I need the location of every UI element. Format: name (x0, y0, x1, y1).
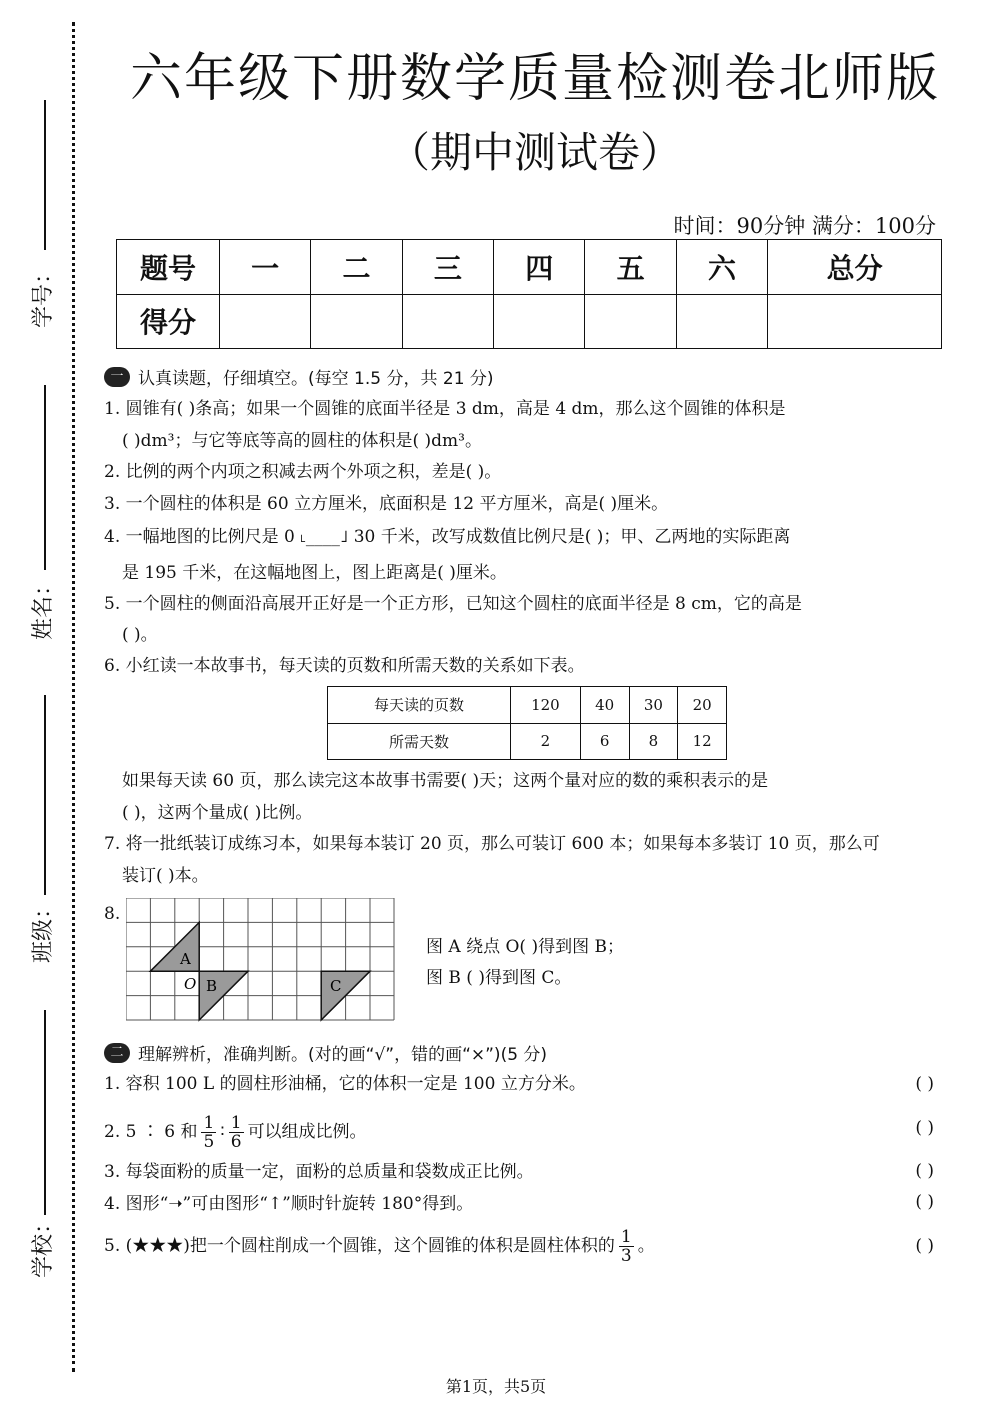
question-4-line2: 是 195 千米，在这幅地图上，图上距离是( )厘米。 (122, 563, 507, 583)
fraction-denominator: 5 (203, 1132, 215, 1152)
name-label: 姓名： (31, 573, 56, 640)
shape-a-label: A (180, 950, 191, 968)
page-title: 六年级下册数学质量检测卷北师版 (129, 49, 940, 109)
question-8-line2: 图 B ( )得到图 C。 (426, 968, 572, 988)
shape-b-label: B (206, 977, 218, 995)
question-7-line2: 装订( )本。 (122, 866, 209, 886)
judge-question-4: 4. 图形“➝”可由图形“↑”顺时针旋转 180°得到。 (104, 1194, 474, 1214)
judge-answer-4[interactable]: ( ) (915, 1192, 934, 1212)
fraction-one-third (619, 1228, 634, 1265)
score-cell[interactable] (585, 294, 676, 349)
score-header-cell: 六 (676, 240, 767, 295)
question-7-line1: 7. 将一批纸装订成练习本，如果每本装订 20 页，那么可装订 600 本；如果每本多装订 10 页，那么可 (104, 834, 880, 854)
score-header-cell: 五 (585, 240, 676, 295)
reading-table-row (328, 687, 727, 724)
question-4-line1: 4. 一幅地图的比例尺是 0 ˪____˩ 30 千米，改写成数值比例尺是( )；甲、乙两地的实际距离 (104, 527, 791, 547)
fraction-one-fifth (201, 1114, 216, 1151)
score-cell[interactable] (311, 294, 402, 349)
judge-question-5-suffix: 。 (637, 1236, 655, 1256)
score-cell[interactable] (768, 294, 942, 349)
score-header-cell: 总分 (768, 240, 942, 295)
question-8-number: 8. (104, 904, 121, 924)
ratio-colon: ∶ (220, 1122, 225, 1142)
reading-cell: 30 (629, 687, 678, 724)
question-8-line1: 图 A 绕点 O( )得到图 B； (426, 937, 624, 957)
fraction-one-sixth (229, 1114, 244, 1151)
name-line (44, 385, 46, 570)
score-row-label: 得分 (117, 294, 220, 349)
class-field[interactable] (18, 695, 68, 965)
score-header-cell: 题号 (117, 240, 220, 295)
reading-row-label: 所需天数 (328, 723, 511, 760)
score-header-cell: 三 (402, 240, 493, 295)
judge-question-2 (104, 1114, 367, 1151)
reading-row-label: 每天读的页数 (328, 687, 511, 724)
school-field[interactable] (18, 1010, 68, 1280)
question-2: 2. 比例的两个内项之积减去两个外项之积，差是( )。 (104, 462, 502, 482)
score-table-score-row (117, 294, 942, 349)
fraction-numerator: 1 (620, 1227, 632, 1247)
point-o-label: O (184, 975, 197, 993)
question-6: 6. 小红读一本故事书，每天读的页数和所需天数的关系如下表。 (104, 656, 585, 676)
judge-answer-1[interactable]: ( ) (915, 1074, 934, 1094)
score-header-cell: 一 (220, 240, 311, 295)
question-3: 3. 一个圆柱的体积是 60 立方厘米，底面积是 12 平方厘米，高是( )厘米。 (104, 494, 669, 514)
page-subtitle: （期中测试卷） (387, 128, 682, 177)
reading-cell: 20 (678, 687, 727, 724)
reading-cell: 120 (511, 687, 581, 724)
judge-question-1: 1. 容积 100 L 的圆柱形油桶，它的体积一定是 100 立方分米。 (104, 1074, 586, 1094)
judge-answer-5[interactable]: ( ) (915, 1236, 934, 1256)
question-5-line1: 5. 一个圆柱的侧面沿高展开正好是一个正方形，已知这个圆柱的底面半径是 8 cm，它的高是 (104, 594, 802, 614)
student-no-field[interactable] (18, 100, 68, 330)
fraction-denominator: 3 (620, 1246, 632, 1266)
class-label: 班级： (31, 896, 56, 963)
score-cell[interactable] (676, 294, 767, 349)
question-1-line1: 1. 圆锥有( )条高；如果一个圆锥的底面半径是 3 dm，高是 4 dm，那么这个圆锥的体积是 (104, 399, 786, 419)
judge-question-2-prefix: 2. 5 ∶ 6 和 (104, 1122, 198, 1142)
reading-cell: 40 (580, 687, 629, 724)
rotation-grid-figure (126, 898, 396, 1022)
question-1-line2: ( )dm³；与它等底等高的圆柱的体积是( )dm³。 (122, 431, 482, 451)
shape-c-label: C (330, 977, 342, 995)
judge-question-5-prefix: 5. (★★★)把一个圆柱削成一个圆锥，这个圆锥的体积是圆柱体积的 (104, 1236, 615, 1256)
reading-cell: 8 (629, 723, 678, 760)
fraction-numerator: 1 (230, 1113, 242, 1133)
judge-question-2-suffix: 可以组成比例。 (247, 1122, 367, 1142)
fraction-numerator: 1 (203, 1113, 215, 1133)
score-table-header-row (117, 240, 942, 295)
time-info: 时间：90分钟 满分：100分 (673, 214, 936, 238)
question-5-line2: ( )。 (122, 625, 158, 645)
reading-cell: 2 (511, 723, 581, 760)
fraction-denominator: 6 (230, 1132, 242, 1152)
section1-badge: 一 (104, 367, 130, 387)
score-cell[interactable] (402, 294, 493, 349)
school-label: 学校： (31, 1211, 56, 1278)
name-field[interactable] (18, 385, 68, 645)
page-footer: 第1页，共5页 (445, 1377, 547, 1396)
score-cell[interactable] (494, 294, 585, 349)
judge-question-3: 3. 每袋面粉的质量一定，面粉的总质量和袋数成正比例。 (104, 1162, 534, 1182)
judge-answer-3[interactable]: ( ) (915, 1161, 934, 1181)
student-no-line (44, 100, 46, 250)
class-line (44, 695, 46, 895)
school-line (44, 1010, 46, 1215)
score-header-cell: 二 (311, 240, 402, 295)
reading-table-row (328, 723, 727, 760)
judge-question-5 (104, 1228, 655, 1265)
judge-answer-2[interactable]: ( ) (915, 1118, 934, 1138)
question-6-line3: ( )，这两个量成( )比例。 (122, 803, 313, 823)
score-cell[interactable] (220, 294, 311, 349)
student-no-label: 学号： (31, 261, 56, 328)
binding-dotted-line (72, 22, 75, 1372)
score-header-cell: 四 (494, 240, 585, 295)
reading-cell: 12 (678, 723, 727, 760)
section2-heading-text: 理解辨析，准确判断。(对的画“√”，错的画“×”)(5 分) (138, 1045, 548, 1065)
reading-cell: 6 (580, 723, 629, 760)
section1-heading-text: 认真读题，仔细填空。(每空 1.5 分，共 21 分) (138, 369, 494, 389)
section2-badge: 二 (104, 1043, 130, 1063)
score-table (116, 239, 942, 349)
reading-table (327, 686, 727, 760)
section2-heading (104, 1040, 547, 1065)
question-6-line2: 如果每天读 60 页，那么读完这本故事书需要( )天；这两个量对应的数的乘积表示的是 (122, 771, 769, 791)
section1-heading (104, 364, 494, 389)
